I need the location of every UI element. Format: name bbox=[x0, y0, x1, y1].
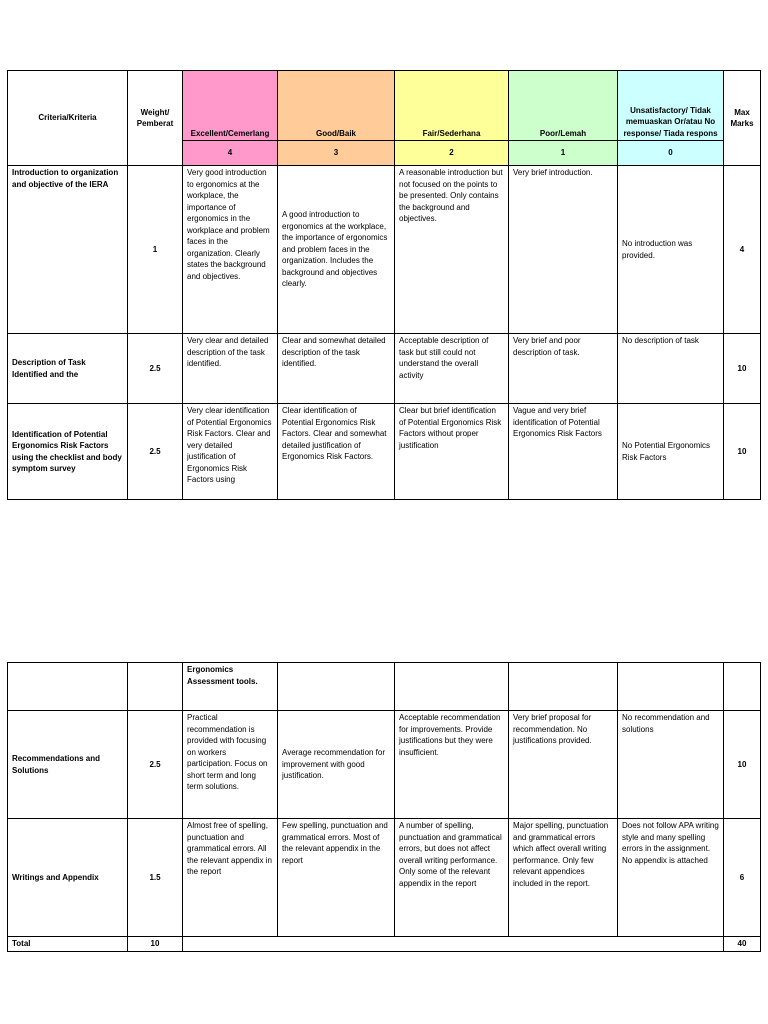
row-fair: Clear but brief identification of Potential Ergonomics Risk Factors without proper justification bbox=[395, 404, 509, 500]
header-excellent: Excellent/Cemerlang bbox=[183, 71, 278, 141]
row-weight bbox=[128, 663, 183, 711]
row-fair: Acceptable recommendation for improvements. Provide justifications but they were insufficient. bbox=[395, 711, 509, 819]
row-good: Clear and somewhat detailed description of the task identified. bbox=[278, 334, 395, 404]
row-max: 6 bbox=[724, 819, 761, 937]
row-fair bbox=[395, 663, 509, 711]
total-label: Total bbox=[8, 937, 128, 952]
row-weight: 1 bbox=[128, 166, 183, 334]
row-fair: A number of spelling, punctuation and grammatical errors, but does not affect overall writing performance. Only some of the relevant appendix in the report bbox=[395, 819, 509, 937]
score-excellent: 4 bbox=[183, 141, 278, 166]
row-excellent: Almost free of spelling, punctuation and grammatical errors. All the relevant appendix in the report bbox=[183, 819, 278, 937]
row-excellent: Practical recommendation is provided with focusing on workers participation. Focus on short term and long term solutions. bbox=[183, 711, 278, 819]
row-unsatisfactory bbox=[618, 663, 724, 711]
row-good bbox=[278, 663, 395, 711]
header-unsatisfactory: Unsatisfactory/ Tidak memuaskan Or/atau No response/ Tiada respons bbox=[618, 71, 724, 141]
row-good: Clear identification of Potential Ergonomics Risk Factors. Clear and somewhat detailed justification of Ergonomics Risk Factors. bbox=[278, 404, 395, 500]
row-criteria: Recommendations and Solutions bbox=[8, 711, 128, 819]
table-row bbox=[8, 166, 761, 334]
row-max: 4 bbox=[724, 166, 761, 334]
table-row bbox=[8, 711, 761, 819]
row-weight: 2.5 bbox=[128, 334, 183, 404]
row-weight: 2.5 bbox=[128, 404, 183, 500]
row-good: A good introduction to ergonomics at the workplace, the importance of ergonomics and problem faces in the organization. Includes the background and objectives clearly. bbox=[278, 166, 395, 334]
row-max bbox=[724, 663, 761, 711]
header-max-marks: Max Marks bbox=[724, 71, 761, 166]
table-row bbox=[8, 819, 761, 937]
row-poor: Very brief proposal for recommendation. No justifications provided. bbox=[509, 711, 618, 819]
row-max: 10 bbox=[724, 711, 761, 819]
total-spacer bbox=[183, 937, 724, 952]
row-unsatisfactory: No Potential Ergonomics Risk Factors bbox=[618, 404, 724, 500]
header-criteria: Criteria/Kriteria bbox=[8, 71, 128, 166]
row-weight: 1.5 bbox=[128, 819, 183, 937]
row-excellent: Very clear identification of Potential Ergonomics Risk Factors. Clear and very detailed justification of Ergonomics Risk Factors using bbox=[183, 404, 278, 500]
rubric-table-part-1 bbox=[7, 70, 761, 500]
row-poor bbox=[509, 663, 618, 711]
row-max: 10 bbox=[724, 404, 761, 500]
header-fair: Fair/Sederhana bbox=[395, 71, 509, 141]
score-unsatisfactory: 0 bbox=[618, 141, 724, 166]
row-poor: Major spelling, punctuation and grammatical errors which affect overall writing performance. Only few relevant appendices included in the report. bbox=[509, 819, 618, 937]
total-weight: 10 bbox=[128, 937, 183, 952]
row-unsatisfactory: Does not follow APA writing style and many spelling errors in the assignment. No appendix is attached bbox=[618, 819, 724, 937]
row-good: Few spelling, punctuation and grammatical errors. Most of the relevant appendix in the report bbox=[278, 819, 395, 937]
rubric-table-part-2 bbox=[7, 662, 761, 952]
row-criteria: Writings and Appendix bbox=[8, 819, 128, 937]
total-row bbox=[8, 937, 761, 952]
score-fair: 2 bbox=[395, 141, 509, 166]
table-row bbox=[8, 334, 761, 404]
row-good: Average recommendation for improvement with good justification. bbox=[278, 711, 395, 819]
row-unsatisfactory: No introduction was provided. bbox=[618, 166, 724, 334]
row-fair: Acceptable description of task but still could not understand the overall activity bbox=[395, 334, 509, 404]
row-excellent: Very good introduction to ergonomics at the workplace, the importance of ergonomics in the workplace and problem faces in the organization. Clearly states the background and objectives. bbox=[183, 166, 278, 334]
row-fair: A reasonable introduction but not focused on the points to be presented. Only contains the background and objectives. bbox=[395, 166, 509, 334]
row-criteria: Identification of Potential Ergonomics Risk Factors using the checklist and body symptom survey bbox=[8, 404, 128, 500]
row-criteria: Description of Task Identified and the bbox=[8, 334, 128, 404]
header-poor: Poor/Lemah bbox=[509, 71, 618, 141]
row-weight: 2.5 bbox=[128, 711, 183, 819]
row-max: 10 bbox=[724, 334, 761, 404]
row-excellent: Very clear and detailed description of the task identified. bbox=[183, 334, 278, 404]
row-unsatisfactory: No recommendation and solutions bbox=[618, 711, 724, 819]
table-row bbox=[8, 404, 761, 500]
table-row bbox=[8, 663, 761, 711]
row-poor: Vague and very brief identification of Potential Ergonomics Risk Factors bbox=[509, 404, 618, 500]
row-poor: Very brief and poor description of task. bbox=[509, 334, 618, 404]
row-poor: Very brief introduction. bbox=[509, 166, 618, 334]
header-good: Good/Baik bbox=[278, 71, 395, 141]
row-excellent-continued: Ergonomics Assessment tools. bbox=[183, 663, 278, 711]
row-unsatisfactory: No description of task bbox=[618, 334, 724, 404]
score-poor: 1 bbox=[509, 141, 618, 166]
row-criteria: Introduction to organization and objective of the IERA bbox=[8, 166, 128, 334]
header-weight: Weight/ Pemberat bbox=[128, 71, 183, 166]
row-criteria bbox=[8, 663, 128, 711]
total-max: 40 bbox=[724, 937, 761, 952]
score-good: 3 bbox=[278, 141, 395, 166]
